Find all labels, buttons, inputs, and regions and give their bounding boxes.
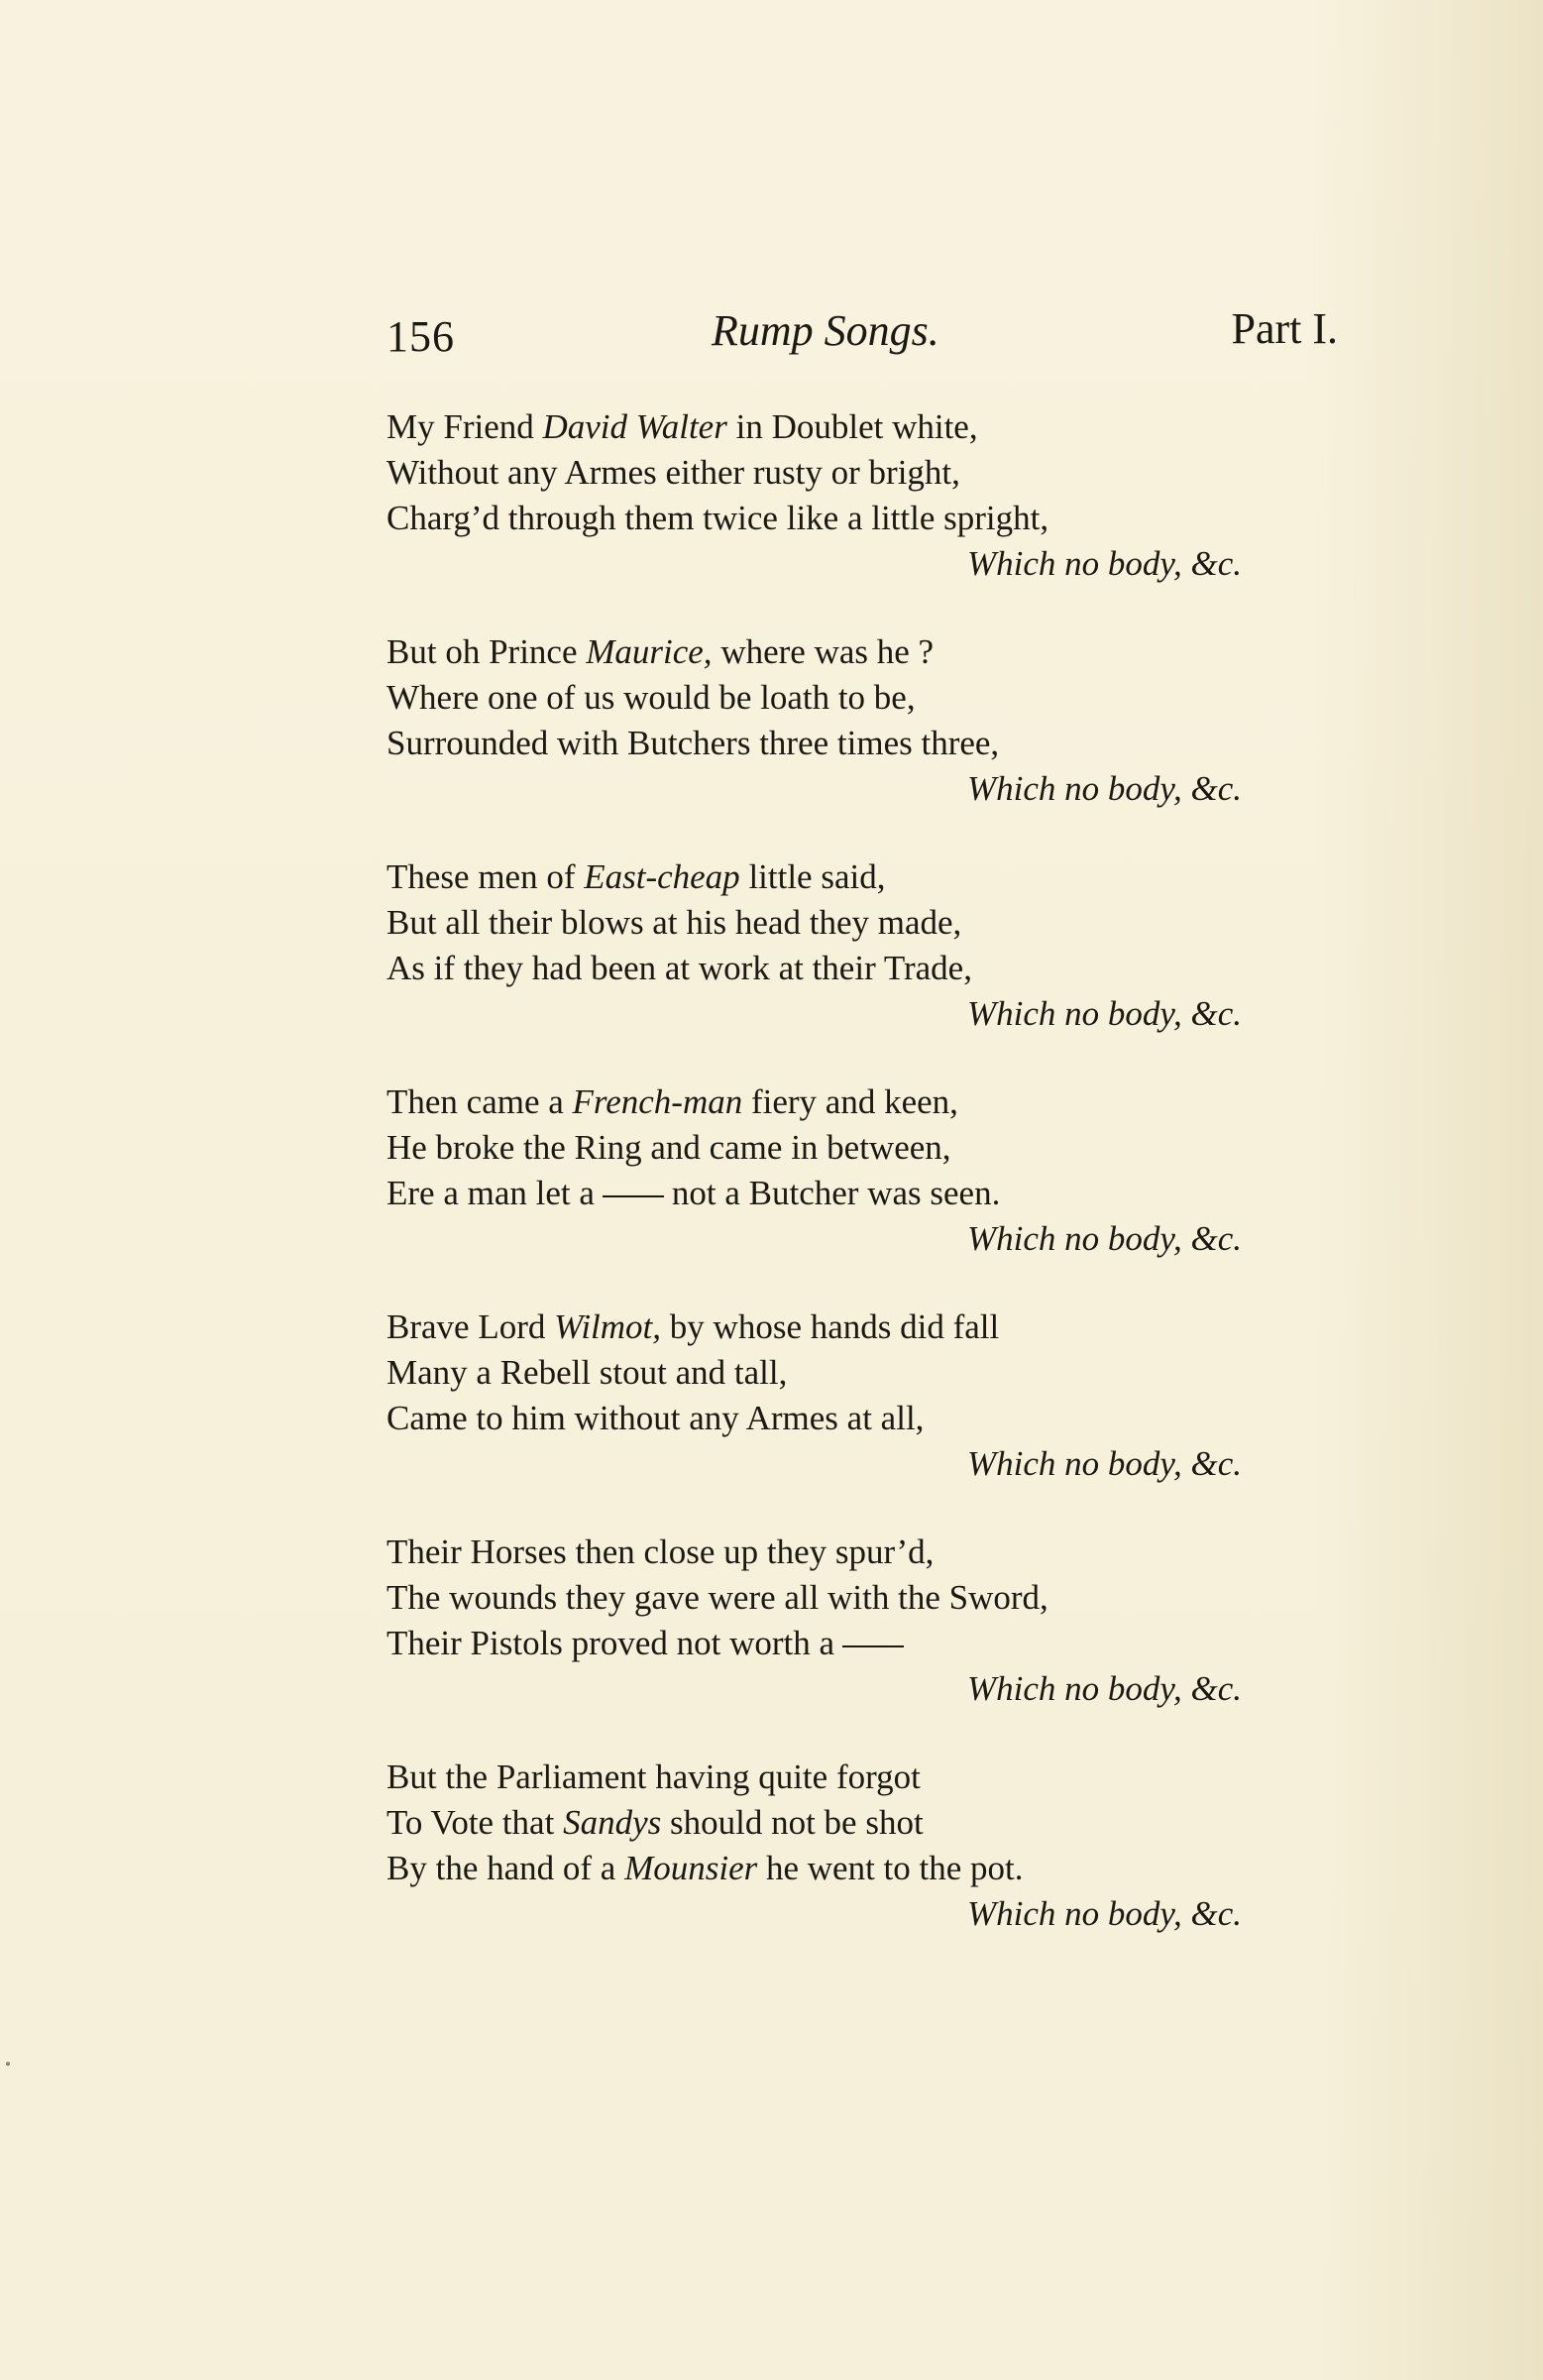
verse-line: Their Horses then close up they spur’d, [386, 1532, 935, 1571]
refrain-line: Which no body, &c. [967, 544, 1243, 583]
verse-line: As if they had been at work at their Trade, [386, 949, 972, 987]
elision-dash [842, 1645, 904, 1647]
refrain-line: Which no body, &c. [967, 1669, 1243, 1708]
refrain-line: Which no body, &c. [967, 1444, 1243, 1483]
elision-dash [603, 1195, 664, 1197]
verse-line: Ere a man let a not a Butcher was seen. [386, 1174, 1001, 1212]
verse-line: To Vote that Sandys should not be shot [386, 1803, 924, 1842]
verse-line: By the hand of a Mounsier he went to the pot. [386, 1849, 1024, 1887]
verse-line: Their Pistols proved not worth a [386, 1621, 1298, 1666]
verse-line: But all their blows at his head they made, [386, 903, 962, 942]
page-header [386, 303, 1338, 373]
refrain-line: Which no body, &c. [967, 994, 1243, 1033]
stanza [386, 1755, 1298, 1937]
page-number: 156 [386, 312, 455, 361]
verse-line: Without any Armes either rusty or bright, [386, 453, 960, 492]
stanza [386, 629, 1298, 812]
stanza [386, 1304, 1298, 1487]
part-label: Part I. [1231, 304, 1338, 353]
poem-body [386, 404, 1298, 1980]
verse-line: Then came a French-man fiery and keen, [386, 1082, 958, 1121]
stanza [386, 854, 1298, 1037]
refrain-line: Which no body, &c. [967, 769, 1243, 808]
stanza [386, 404, 1298, 587]
verse-line: Brave Lord Wilmot, by whose hands did fall [386, 1307, 1000, 1346]
verse-line: But oh Prince Maurice, where was he ? [386, 632, 935, 671]
verse-line: My Friend David Walter in Doublet white, [386, 407, 978, 446]
verse-line: These men of East-cheap little said, [386, 857, 886, 896]
stanza [386, 1530, 1298, 1712]
verse-line: Surrounded with Butchers three times three, [386, 724, 1000, 762]
paper-speck [6, 2062, 10, 2066]
running-title: Rump Songs. [712, 306, 939, 355]
verse-line: The wounds they gave were all with the Sword, [386, 1578, 1048, 1617]
refrain-line: Which no body, &c. [967, 1894, 1243, 1933]
verse-line: But the Parliament having quite forgot [386, 1757, 921, 1796]
stanza [386, 1079, 1298, 1262]
refrain-line: Which no body, &c. [967, 1219, 1243, 1258]
verse-line: Where one of us would be loath to be, [386, 678, 916, 717]
verse-line: Charg’d through them twice like a little spright, [386, 499, 1049, 537]
verse-line: Many a Rebell stout and tall, [386, 1353, 788, 1392]
verse-line: He broke the Ring and came in between, [386, 1128, 951, 1167]
verse-line: Came to him without any Armes at all, [386, 1399, 925, 1437]
